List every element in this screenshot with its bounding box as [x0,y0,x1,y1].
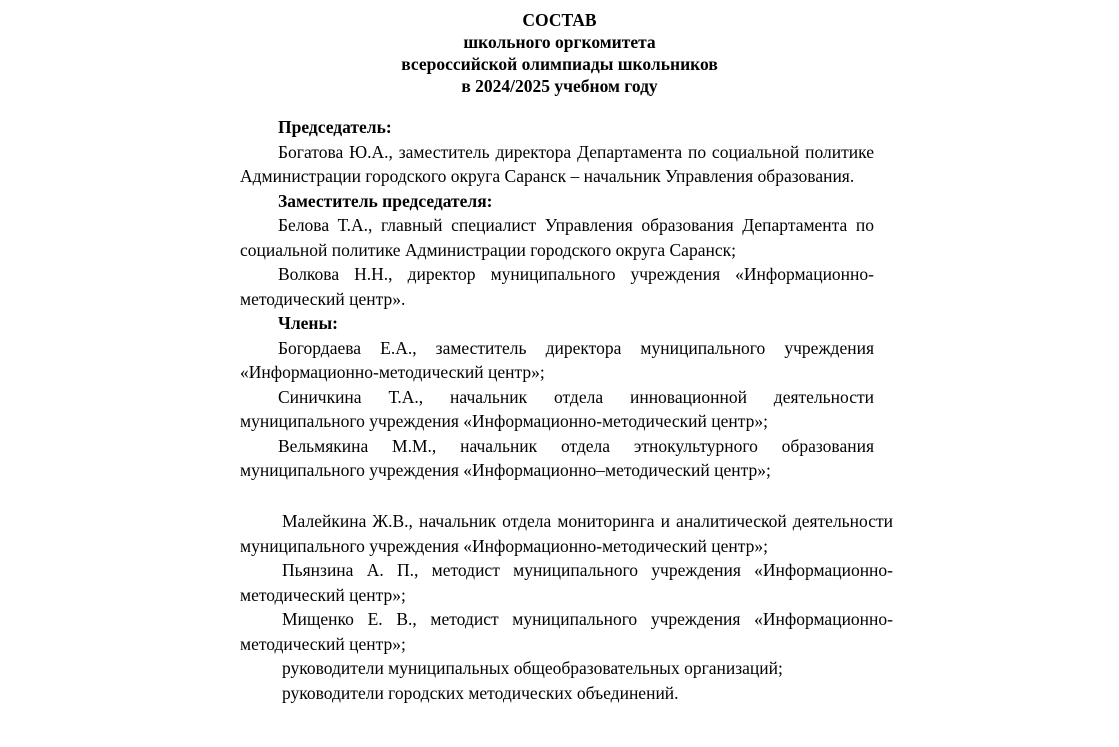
deputy-entry-1: Белова Т.А., главный специалист Управления образования Департамента по социальной политике Администрации городского округа Саранск; [240,215,874,260]
document-title [0,9,1119,97]
member-entry-3: Вельмякина М.М., начальник отдела этнокультурного образования муниципального учреждения «Информационно–методический центр»; [240,435,874,480]
member-entry-8: руководители городских методических объединений. [282,682,679,703]
committee-list-upper [240,115,874,483]
chair-heading: Председатель: [278,117,392,137]
member-entry-5: Пьянзина А. П., методист муниципального учреждения «Информационно-методический центр»; [240,560,893,605]
deputy-heading: Заместитель председателя: [278,190,493,211]
deputy-entry-2: Волкова Н.Н., директор муниципального учреждения «Информационно-методический центр». [240,264,874,309]
title-line-2: школьного оргкомитета [463,32,656,52]
member-entry-1: Богордаева Е.А., заместитель директора муниципального учреждения «Информационно-методический центр»; [240,337,874,382]
members-heading: Члены: [278,313,339,333]
chair-entry: Богатова Ю.А., заместитель директора Департамента по социальной политике Администрации городского округа Саранск – начальник Управления образования. [240,141,874,186]
member-entry-7: руководители муниципальных общеобразовательных организаций; [282,658,783,678]
member-entry-4: Малейкина Ж.В., начальник отдела мониторинга и аналитической деятельности муниципального учреждения «Информационно-методический центр»; [240,511,893,556]
committee-list-lower [240,509,893,705]
member-entry-2: Синичкина Т.А., начальник отдела инновационной деятельности муниципального учреждения «Информационно-методический центр»; [240,386,874,431]
member-entry-6: Мищенко Е. В., методист муниципального учреждения «Информационно-методический центр»; [240,609,893,654]
title-line-3: всероссийской олимпиады школьников [401,54,718,74]
title-line-1: СОСТАВ [522,10,597,30]
title-line-4: в 2024/2025 учебном году [461,76,658,96]
